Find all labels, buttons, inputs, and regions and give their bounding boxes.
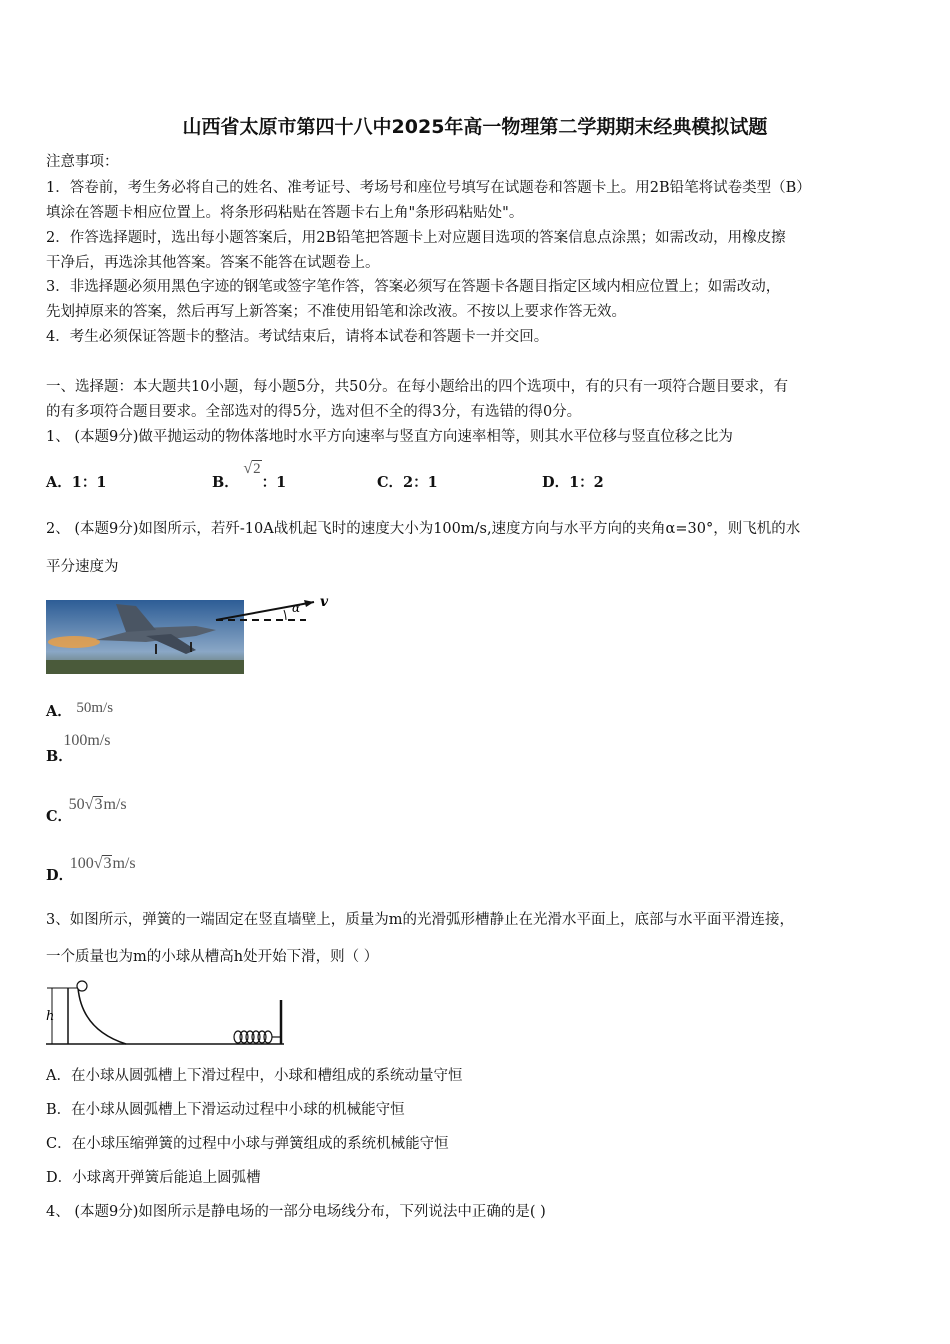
notice-line: 3．非选择题必须用黑色字迹的钢笔或签字笔作答，答案必须写在答题卡各题目指定区域内相应位置上；如需改动， xyxy=(46,279,781,295)
notice-line: 先划掉原来的答案，然后再写上新答案；不准使用铅笔和涂改液。不按以上要求作答无效。 xyxy=(46,304,626,320)
sqrt-radicand: 3 xyxy=(94,796,103,813)
coefficient: 100 xyxy=(69,855,94,872)
ground xyxy=(46,660,244,674)
notice-line: 干净后，再选涂其他答案。答案不能答在试题卷上。 xyxy=(46,255,380,271)
page-title: 山西省太原市第四十八中2025年高一物理第二学期期末经典模拟试题 xyxy=(182,116,768,138)
option-value: 50√3m/s xyxy=(68,796,127,813)
option-text: 2：1 xyxy=(403,474,438,491)
notice-line: 填涂在答题卡相应位置上。将条形码粘贴在答题卡右上角"条形码粘贴处"。 xyxy=(46,205,524,221)
small-ball xyxy=(77,981,87,991)
option-text: ：1 xyxy=(261,474,287,491)
option-label: B． xyxy=(46,748,73,765)
jet-takeoff-figure xyxy=(46,592,336,674)
angle-arc xyxy=(284,610,286,620)
option-label: A． xyxy=(46,474,72,491)
q1-option-a xyxy=(46,473,106,493)
question-3-stem: 一个质量也为m的小球从槽高h处开始下滑，则（ ） xyxy=(46,949,379,965)
option-value: 50m/s xyxy=(76,700,114,716)
q1-option-c xyxy=(377,473,438,493)
q1-option-b xyxy=(212,460,287,493)
section-intro: 一、选择题：本大题共10小题，每小题5分，共50分。在每小题给出的四个选项中，有的只有一项符合题目要求，有 xyxy=(46,379,789,395)
coefficient: 50 xyxy=(68,796,85,813)
arrow-head xyxy=(304,600,314,607)
option-label: D． xyxy=(46,867,74,884)
q2-option-c xyxy=(46,795,135,825)
unit: m/s xyxy=(103,796,127,813)
option-text: 1：1 xyxy=(71,474,107,491)
notice-line: 4．考生必须保证答题卡的整洁。考试结束后，请将本试卷和答题卡一并交回。 xyxy=(46,329,549,345)
sqrt-radicand: 3 xyxy=(103,855,112,872)
option-label: A． xyxy=(46,703,72,720)
question-2-stem: 平分速度为 xyxy=(46,559,119,575)
height-label: h xyxy=(46,1009,55,1024)
sqrt-radicand: 2 xyxy=(253,461,261,477)
spring xyxy=(234,1031,280,1043)
option-label: C． xyxy=(377,474,404,491)
option-label: B． xyxy=(212,474,239,491)
notice-line: 2．作答选择题时，选出每小题答案后，用2B铅笔把答题卡上对应题目选项的答案信息点涂黑；如需改动，用橡皮擦 xyxy=(46,230,786,246)
unit: m/s xyxy=(112,855,136,872)
q3-option-b: B．在小球从圆弧槽上下滑运动过程中小球的机械能守恒 xyxy=(46,1102,405,1118)
option-value: 100m/s xyxy=(63,732,111,749)
q1-option-d xyxy=(542,473,604,493)
arc-groove xyxy=(78,988,126,1044)
option-text: 1：2 xyxy=(569,474,604,491)
option-label: D． xyxy=(542,474,570,491)
question-3-stem: 3、如图所示，弹簧的一端固定在竖直墙壁上，质量为m的光滑弧形槽静止在光滑水平面上，底部与水平面平滑连接， xyxy=(46,912,794,928)
spring-groove-figure xyxy=(44,978,290,1048)
question-1-stem: 1、 (本题9分)做平抛运动的物体落地时水平方向速率与竖直方向速率相等，则其水平位移与竖直位移之比为 xyxy=(46,429,733,445)
q3-option-c: C．在小球压缩弹簧的过程中小球与弹簧组成的系统机械能守恒 xyxy=(46,1136,449,1152)
option-value: 100√3m/s xyxy=(69,855,136,872)
q3-option-d: D．小球离开弹簧后能追上圆弧槽 xyxy=(46,1170,261,1186)
notice-line: 1．答卷前，考生务必将自己的姓名、准考证号、考场号和座位号填写在试题卷和答题卡上。用2B铅笔将试卷类型（B） xyxy=(46,180,811,196)
q2-option-b xyxy=(46,731,125,765)
sqrt-expression: √2 xyxy=(243,460,261,477)
angle-label: α xyxy=(292,601,301,615)
section-intro: 的有多项符合题目要求。全部选对的得5分，选对但不全的得3分，有选错的得0分。 xyxy=(46,404,582,420)
q2-option-d xyxy=(46,854,144,884)
question-4-stem: 4、 (本题9分)如图所示是静电场的一部分电场线分布，下列说法中正确的是( ) xyxy=(46,1204,546,1220)
engine-flame xyxy=(48,636,100,648)
q3-option-a: A．在小球从圆弧槽上下滑过程中，小球和槽组成的系统动量守恒 xyxy=(46,1068,463,1084)
option-label: C． xyxy=(46,808,73,825)
notice-heading: 注意事项： xyxy=(46,154,119,170)
question-2-stem: 2、 (本题9分)如图所示，若歼-10A战机起飞时的速度大小为100m/s,速度方向与水平方向的夹角α=30°，则飞机的水 xyxy=(46,521,801,537)
q2-option-a xyxy=(46,698,113,718)
velocity-label: v xyxy=(320,594,329,610)
